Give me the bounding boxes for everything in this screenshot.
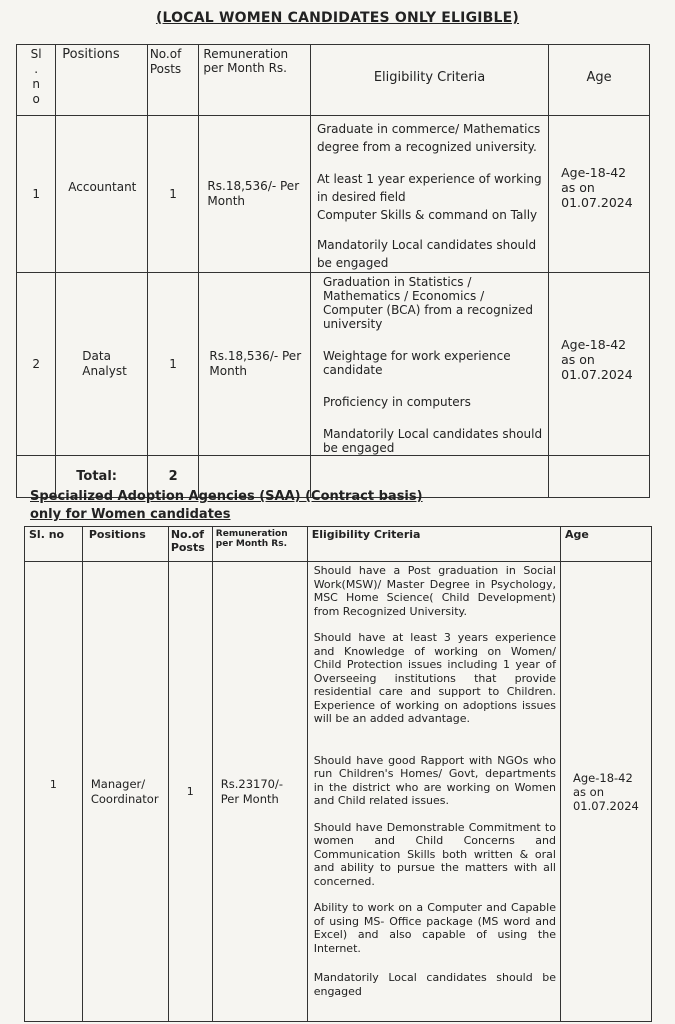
criteria-item: Mandatorily Local candidates should be engaged (322, 427, 543, 455)
header-posts: No.of Posts (147, 45, 199, 116)
row-criteria (307, 562, 560, 1022)
section-heading (30, 488, 423, 524)
row-posts: 1 (147, 116, 199, 273)
header-age: Age (560, 527, 651, 562)
row-posts: 1 (168, 562, 212, 1022)
table-row (17, 273, 650, 456)
row-sl: 2 (17, 273, 56, 456)
header-sl (17, 45, 56, 116)
header-remuneration: Remuneration per Month Rs. (212, 527, 307, 562)
vacancy-table-local (16, 44, 650, 498)
total-empty-cell (549, 456, 650, 498)
section-heading-line: Specialized Adoption Agencies (SAA) (Contract basis) (30, 489, 423, 504)
table-row (17, 116, 650, 273)
row-remuneration: Rs.18,536/- Per Month (199, 116, 311, 273)
header-positions: Positions (56, 45, 148, 116)
criteria-item: Mandatorily Local candidates should be engaged (316, 238, 537, 270)
criteria-item: Ability to work on a Computer and Capable of using MS- Office package (MS word and Excel) and also capable of using the Internet. (313, 901, 556, 955)
criteria-item: Computer Skills & command on Tally (316, 208, 538, 222)
table-header-row (25, 527, 652, 562)
row-age: Age-18-42 as on 01.07.2024 (549, 116, 650, 273)
row-age: Age-18-42 as on 01.07.2024 (560, 562, 651, 1022)
total-value: 2 (147, 456, 199, 498)
row-position: Data Analyst (56, 273, 148, 456)
criteria-item: Should have a Post graduation in Social Work(MSW)/ Master Degree in Psychology, MSC Home Science( Child Development) from Recognized University. (313, 564, 556, 618)
criteria-item: Should have Demonstrable Commitment to women and Child Concerns and Communication Skills both written & oral and ability to pursue the matters with all concerned. (313, 820, 556, 888)
criteria-item: Weightage for work experience candidate (322, 349, 511, 377)
header-remuneration: Remuneration per Month Rs. (199, 45, 311, 116)
header-criteria: Eligibility Criteria (310, 45, 548, 116)
criteria-item: At least 1 year experience of working in desired field (316, 172, 542, 204)
criteria-item: Proficiency in computers (322, 395, 471, 409)
row-position: Manager/ Coordinator (82, 562, 168, 1022)
header-sl: Sl. no (25, 527, 83, 562)
row-criteria (310, 273, 548, 456)
row-remuneration: Rs.23170/- Per Month (212, 562, 307, 1022)
row-remuneration: Rs.18,536/- Per Month (199, 273, 311, 456)
row-age: Age-18-42 as on 01.07.2024 (549, 273, 650, 456)
header-sl-line: . (34, 62, 39, 76)
header-criteria: Eligibility Criteria (307, 527, 560, 562)
total-label: Total: (56, 456, 148, 498)
section-heading-line: only for Women candidates (30, 507, 231, 522)
row-sl: 1 (25, 562, 83, 1022)
criteria-item: Should have at least 3 years experience and Knowledge of working on Women/ Child Protection issues including 1 year of Overseeing institutions that provide residential care and support to Children. Experience of working on adoptions issues will be an added advantage. (313, 631, 556, 725)
header-positions: Positions (82, 527, 168, 562)
criteria-item: Graduate in commerce/ Mathematics degree from a recognized university. (316, 122, 541, 154)
criteria-item: Graduation in Statistics / Mathematics / Economics / Computer (BCA) from a recognized university (322, 275, 533, 331)
header-age: Age (549, 45, 650, 116)
header-sl-line: o (32, 92, 40, 106)
header-posts: No.of Posts (168, 527, 212, 562)
table-row (25, 562, 652, 1022)
table-header-row (17, 45, 650, 116)
row-position: Accountant (56, 116, 148, 273)
header-sl-line: n (32, 77, 40, 91)
row-sl: 1 (17, 116, 56, 273)
vacancy-table-saa (24, 526, 652, 1022)
page-title: (LOCAL WOMEN CANDIDATES ONLY ELIGIBLE) (155, 10, 520, 26)
row-criteria (310, 116, 548, 273)
header-sl-line: Sl (30, 47, 42, 61)
criteria-item: Mandatorily Local candidates should be engaged (313, 971, 556, 998)
criteria-item: Should have good Rapport with NGOs who run Children's Homes/ Govt, departments in the district who are working on Women and Child related issues. (313, 753, 556, 807)
row-posts: 1 (147, 273, 199, 456)
